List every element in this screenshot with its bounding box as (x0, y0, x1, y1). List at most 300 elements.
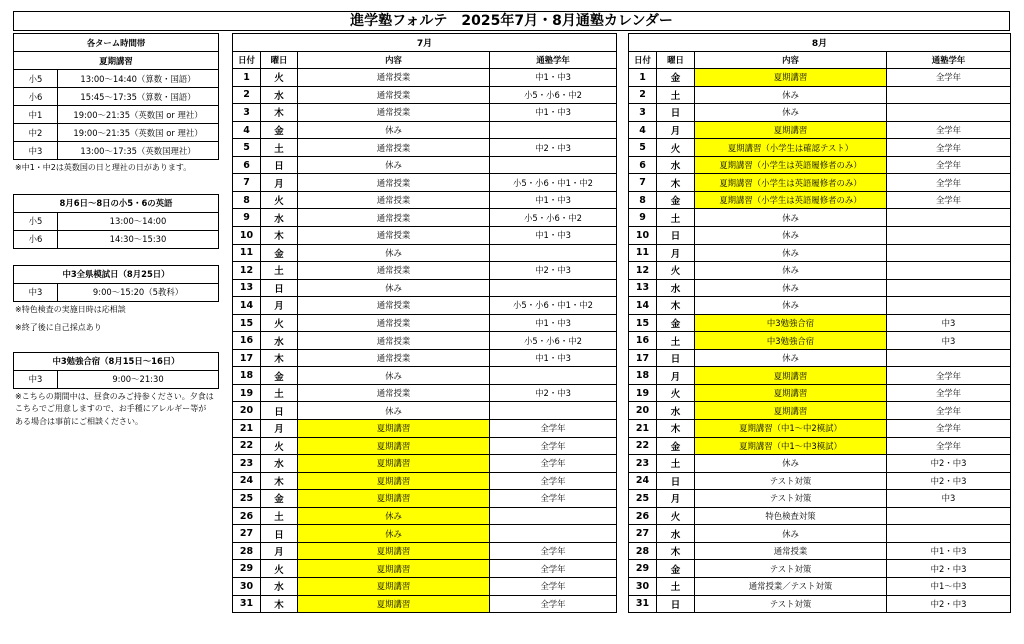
weekday-cell: 土 (657, 86, 695, 104)
term-hours-header: 各ターム時間帯 (14, 34, 219, 52)
day-cell: 17 (233, 349, 261, 367)
calendar-row (629, 314, 1011, 332)
day-cell: 11 (629, 244, 657, 262)
grade-cell (490, 402, 617, 420)
content-cell: 通常授業 (695, 542, 887, 560)
weekday-cell: 金 (261, 490, 298, 508)
content-cell: 通常授業 (298, 314, 490, 332)
grade-cell: 全学年 (887, 174, 1011, 192)
weekday-cell: 月 (261, 174, 298, 192)
day-cell: 22 (233, 437, 261, 455)
weekday-cell: 金 (657, 69, 695, 87)
day-cell: 10 (233, 227, 261, 245)
term-hours-table (13, 33, 219, 160)
day-cell: 17 (629, 349, 657, 367)
august-month-label: 8月 (629, 34, 1011, 52)
content-cell: 休み (695, 455, 887, 473)
content-cell: 休み (695, 209, 887, 227)
weekday-cell: 木 (657, 420, 695, 438)
calendar-row (629, 69, 1011, 87)
weekday-cell: 水 (657, 156, 695, 174)
content-cell: 休み (695, 227, 887, 245)
weekday-cell: 月 (261, 297, 298, 315)
content-cell: 夏期講習（小学生は英語履修者のみ） (695, 156, 887, 174)
grade-cell: 全学年 (887, 139, 1011, 157)
grade-cell: 小5・小6・中1・中2 (490, 174, 617, 192)
calendar-row (629, 507, 1011, 525)
content-cell: 休み (695, 86, 887, 104)
day-cell: 25 (629, 490, 657, 508)
grade-cell: 全学年 (490, 455, 617, 473)
col-header-content: 内容 (695, 51, 887, 69)
day-cell: 14 (233, 297, 261, 315)
calendar-row (233, 402, 617, 420)
weekday-cell: 木 (261, 104, 298, 122)
day-cell: 6 (233, 156, 261, 174)
grade-label: 中3 (14, 370, 58, 388)
day-cell: 16 (629, 332, 657, 350)
grade-cell: 中2・中3 (490, 139, 617, 157)
calendar-row (629, 437, 1011, 455)
grade-cell: 中1・中3 (490, 104, 617, 122)
grade-cell (887, 507, 1011, 525)
calendar-row (233, 490, 617, 508)
content-cell: 休み (695, 349, 887, 367)
grade-cell (887, 104, 1011, 122)
grade-cell: 中1～中3 (887, 577, 1011, 595)
content-cell: 休み (298, 156, 490, 174)
content-cell: 夏期講習（中1～中2模試） (695, 420, 887, 438)
time-value: 15:45～17:35（算数・国語） (58, 88, 219, 106)
day-cell: 16 (233, 332, 261, 350)
weekday-cell: 木 (261, 472, 298, 490)
calendar-row (629, 490, 1011, 508)
grade-cell: 中2・中3 (887, 455, 1011, 473)
content-cell: 休み (298, 402, 490, 420)
content-cell: テスト対策 (695, 595, 887, 613)
calendar-row (629, 244, 1011, 262)
grade-cell (490, 507, 617, 525)
calendar-row (233, 542, 617, 560)
calendar-row (233, 209, 617, 227)
grade-cell: 全学年 (887, 69, 1011, 87)
calendar-row (629, 86, 1011, 104)
content-cell: 夏期講習（小学生は英語履修者のみ） (695, 174, 887, 192)
weekday-cell: 土 (261, 507, 298, 525)
july-month-label: 7月 (233, 34, 617, 52)
grade-cell: 全学年 (887, 191, 1011, 209)
weekday-cell: 土 (261, 139, 298, 157)
calendar-row (233, 174, 617, 192)
col-header-day: 日付 (233, 51, 261, 69)
weekday-cell: 水 (261, 455, 298, 473)
time-value: 13:00～17:35（英数国理社） (58, 142, 219, 160)
day-cell: 13 (233, 279, 261, 297)
weekday-cell: 火 (261, 560, 298, 578)
weekday-cell: 金 (657, 560, 695, 578)
weekday-cell: 水 (657, 525, 695, 543)
content-cell: 通常授業 (298, 262, 490, 280)
content-cell: テスト対策 (695, 472, 887, 490)
content-cell: 中3勉強合宿 (695, 314, 887, 332)
grade-cell: 中2・中3 (490, 384, 617, 402)
calendar-row (233, 455, 617, 473)
content-cell: 通常授業 (298, 174, 490, 192)
day-cell: 13 (629, 279, 657, 297)
calendar-row (233, 472, 617, 490)
day-cell: 3 (233, 104, 261, 122)
content-cell: 夏期講習 (695, 367, 887, 385)
calendar-row (629, 139, 1011, 157)
grade-label: 小5 (14, 212, 58, 230)
day-cell: 20 (233, 402, 261, 420)
grade-cell: 中3 (887, 490, 1011, 508)
content-cell: 休み (695, 525, 887, 543)
day-cell: 15 (233, 314, 261, 332)
mock-note: ※終了後に自己採点あり (15, 323, 102, 332)
weekday-cell: 日 (657, 104, 695, 122)
calendar-row (629, 472, 1011, 490)
camp-table (13, 352, 219, 389)
content-cell: 通常授業 (298, 209, 490, 227)
weekday-cell: 火 (261, 69, 298, 87)
grade-cell: 小5・小6・中2 (490, 332, 617, 350)
calendar-row (233, 560, 617, 578)
content-cell: 休み (298, 279, 490, 297)
calendar-row (233, 384, 617, 402)
grade-cell: 中1・中3 (490, 191, 617, 209)
mock-exam-header: 中3全県模試日（8月25日） (14, 265, 219, 283)
content-cell: 休み (695, 297, 887, 315)
grade-cell: 全学年 (887, 402, 1011, 420)
weekday-cell: 土 (657, 209, 695, 227)
calendar-row (629, 332, 1011, 350)
weekday-cell: 土 (261, 384, 298, 402)
day-cell: 28 (629, 542, 657, 560)
camp-note: こちらでご用意しますので、お手種にアレルギー等が (15, 404, 207, 413)
calendar-row (629, 104, 1011, 122)
english-header: 8月6日～8日の小5・6の英語 (14, 194, 219, 212)
content-cell: 夏期講習 (298, 595, 490, 613)
august-calendar-table (628, 33, 1011, 613)
calendar-row (629, 560, 1011, 578)
day-cell: 14 (629, 297, 657, 315)
day-cell: 19 (629, 384, 657, 402)
col-header-grade: 通塾学年 (887, 51, 1011, 69)
weekday-cell: 火 (261, 437, 298, 455)
calendar-row (629, 262, 1011, 280)
time-value: 9:00～21:30 (58, 370, 219, 388)
content-cell: 夏期講習 (695, 384, 887, 402)
day-cell: 1 (629, 69, 657, 87)
content-cell: 通常授業 (298, 227, 490, 245)
col-header-grade: 通塾学年 (490, 51, 617, 69)
weekday-cell: 日 (657, 349, 695, 367)
grade-cell: 中1・中3 (490, 227, 617, 245)
day-cell: 4 (629, 121, 657, 139)
calendar-row (233, 139, 617, 157)
weekday-cell: 木 (261, 227, 298, 245)
calendar-row (233, 86, 617, 104)
weekday-cell: 火 (657, 507, 695, 525)
content-cell: 夏期講習 (695, 69, 887, 87)
day-cell: 27 (233, 525, 261, 543)
time-value: 14:30～15:30 (58, 230, 219, 248)
grade-cell (490, 525, 617, 543)
grade-cell: 全学年 (887, 156, 1011, 174)
grade-cell: 全学年 (490, 490, 617, 508)
day-cell: 11 (233, 244, 261, 262)
day-cell: 9 (233, 209, 261, 227)
content-cell: 夏期講習 (298, 577, 490, 595)
weekday-cell: 月 (261, 542, 298, 560)
grade-cell: 全学年 (887, 121, 1011, 139)
weekday-cell: 火 (657, 384, 695, 402)
day-cell: 6 (629, 156, 657, 174)
content-cell: 休み (298, 244, 490, 262)
grade-cell: 中2・中3 (887, 595, 1011, 613)
calendar-row (629, 577, 1011, 595)
grade-cell (887, 525, 1011, 543)
day-cell: 5 (233, 139, 261, 157)
mock-note: ※特色検査の実施日時は応相談 (15, 304, 126, 314)
weekday-cell: 木 (261, 595, 298, 613)
day-cell: 12 (233, 262, 261, 280)
grade-cell: 中1・中3 (490, 314, 617, 332)
day-cell: 18 (233, 367, 261, 385)
content-cell: 通常授業 (298, 86, 490, 104)
day-cell: 15 (629, 314, 657, 332)
time-value: 9:00～15:20（5教科） (58, 283, 219, 301)
weekday-cell: 火 (261, 314, 298, 332)
day-cell: 3 (629, 104, 657, 122)
weekday-cell: 月 (657, 490, 695, 508)
weekday-cell: 日 (261, 156, 298, 174)
grade-cell: 全学年 (490, 420, 617, 438)
grade-cell: 全学年 (887, 437, 1011, 455)
calendar-row (233, 577, 617, 595)
content-cell: 夏期講習（小学生は確認テスト） (695, 139, 887, 157)
content-cell: 休み (298, 367, 490, 385)
calendar-row (629, 279, 1011, 297)
grade-cell (887, 209, 1011, 227)
calendar-row (233, 191, 617, 209)
weekday-cell: 水 (261, 86, 298, 104)
calendar-row (629, 402, 1011, 420)
grade-label: 中3 (14, 142, 58, 160)
calendar-row (233, 437, 617, 455)
camp-note: ※こちらの期間中は、昼食のみご持参ください。夕食は (15, 391, 214, 401)
time-value: 13:00～14:00 (58, 212, 219, 230)
content-cell: 夏期講習 (298, 420, 490, 438)
grade-cell: 全学年 (887, 420, 1011, 438)
day-cell: 28 (233, 542, 261, 560)
grade-cell: 全学年 (490, 437, 617, 455)
col-header-weekday: 曜日 (261, 51, 298, 69)
grade-cell: 小5・小6・中2 (490, 209, 617, 227)
calendar-row (233, 507, 617, 525)
content-cell: 通常授業 (298, 332, 490, 350)
content-cell: 通常授業／テスト対策 (695, 577, 887, 595)
grade-cell: 全学年 (490, 560, 617, 578)
content-cell: 夏期講習 (298, 542, 490, 560)
calendar-row (629, 542, 1011, 560)
content-cell: 夏期講習 (298, 560, 490, 578)
content-cell: 夏期講習 (298, 472, 490, 490)
day-cell: 24 (233, 472, 261, 490)
weekday-cell: 火 (657, 262, 695, 280)
time-value: 13:00～14:40（算数・国語） (58, 70, 219, 88)
content-cell: 夏期講習 (298, 455, 490, 473)
content-cell: 夏期講習 (695, 402, 887, 420)
weekday-cell: 金 (657, 314, 695, 332)
info-panel (13, 33, 219, 428)
grade-cell: 中2・中3 (887, 560, 1011, 578)
content-cell: テスト対策 (695, 490, 887, 508)
day-cell: 27 (629, 525, 657, 543)
grade-cell: 中3 (887, 332, 1011, 350)
calendar-row (233, 332, 617, 350)
grade-cell: 小5・小6・中1・中2 (490, 297, 617, 315)
calendar-row (233, 279, 617, 297)
content-cell: 休み (695, 279, 887, 297)
weekday-cell: 日 (657, 227, 695, 245)
content-cell: 休み (695, 104, 887, 122)
day-cell: 10 (629, 227, 657, 245)
calendar-row (629, 525, 1011, 543)
day-cell: 8 (233, 191, 261, 209)
content-cell: 休み (695, 244, 887, 262)
calendar-row (233, 104, 617, 122)
calendar-row (233, 420, 617, 438)
col-header-content: 内容 (298, 51, 490, 69)
day-cell: 19 (233, 384, 261, 402)
grade-cell: 小5・小6・中2 (490, 86, 617, 104)
grade-cell (887, 297, 1011, 315)
grade-cell (887, 349, 1011, 367)
grade-cell: 全学年 (490, 542, 617, 560)
content-cell: 通常授業 (298, 384, 490, 402)
grade-cell: 中1・中3 (490, 69, 617, 87)
calendar-row (629, 455, 1011, 473)
term-hours-note: ※中1・中2は英数国の日と理社の日があります。 (15, 163, 192, 172)
calendar-row (629, 209, 1011, 227)
weekday-cell: 水 (261, 577, 298, 595)
col-header-day: 日付 (629, 51, 657, 69)
grade-cell (887, 262, 1011, 280)
content-cell: 夏期講習（中1～中3模試） (695, 437, 887, 455)
weekday-cell: 金 (657, 437, 695, 455)
calendar-row (629, 420, 1011, 438)
grade-cell (490, 156, 617, 174)
calendar-row (233, 297, 617, 315)
term-hours-subheader: 夏期講習 (14, 52, 219, 70)
grade-cell: 全学年 (490, 577, 617, 595)
content-cell: テスト対策 (695, 560, 887, 578)
calendar-row (629, 595, 1011, 613)
calendar-row (629, 121, 1011, 139)
calendar-row (629, 156, 1011, 174)
time-value: 19:00～21:35（英数国 or 理社） (58, 106, 219, 124)
day-cell: 7 (629, 174, 657, 192)
weekday-cell: 土 (657, 577, 695, 595)
calendar-row (233, 262, 617, 280)
day-cell: 25 (233, 490, 261, 508)
grade-label: 中3 (14, 283, 58, 301)
time-value: 19:00～21:35（英数国 or 理社） (58, 124, 219, 142)
grade-cell (887, 227, 1011, 245)
day-cell: 23 (629, 455, 657, 473)
weekday-cell: 金 (657, 191, 695, 209)
grade-cell: 中1・中3 (490, 349, 617, 367)
grade-cell (490, 244, 617, 262)
weekday-cell: 月 (657, 244, 695, 262)
content-cell: 通常授業 (298, 191, 490, 209)
grade-label: 小6 (14, 88, 58, 106)
grade-cell: 全学年 (490, 472, 617, 490)
calendar-row (629, 297, 1011, 315)
grade-cell (887, 279, 1011, 297)
calendar-row (233, 525, 617, 543)
weekday-cell: 水 (261, 332, 298, 350)
grade-cell: 中3 (887, 314, 1011, 332)
calendar-row (629, 191, 1011, 209)
day-cell: 31 (233, 595, 261, 613)
camp-notes (15, 391, 219, 429)
grade-cell (490, 121, 617, 139)
content-cell: 中3勉強合宿 (695, 332, 887, 350)
grade-label: 中1 (14, 106, 58, 124)
calendar-row (233, 349, 617, 367)
weekday-cell: 火 (261, 191, 298, 209)
weekday-cell: 水 (657, 279, 695, 297)
content-cell: 通常授業 (298, 349, 490, 367)
july-calendar-table (232, 33, 617, 613)
day-cell: 18 (629, 367, 657, 385)
grade-cell: 中2・中3 (887, 472, 1011, 490)
calendar-row (629, 174, 1011, 192)
weekday-cell: 日 (261, 402, 298, 420)
calendar-row (233, 227, 617, 245)
content-cell: 特色検査対策 (695, 507, 887, 525)
grade-label: 小5 (14, 70, 58, 88)
day-cell: 2 (233, 86, 261, 104)
weekday-cell: 火 (657, 139, 695, 157)
weekday-cell: 木 (657, 297, 695, 315)
calendar-row (233, 314, 617, 332)
weekday-cell: 土 (657, 332, 695, 350)
weekday-cell: 日 (657, 472, 695, 490)
grade-cell (490, 367, 617, 385)
content-cell: 夏期講習（小学生は英語履修者のみ） (695, 191, 887, 209)
weekday-cell: 木 (261, 349, 298, 367)
weekday-cell: 土 (657, 455, 695, 473)
day-cell: 4 (233, 121, 261, 139)
grade-cell (490, 279, 617, 297)
calendar-row (629, 349, 1011, 367)
content-cell: 通常授業 (298, 69, 490, 87)
calendar-row (233, 244, 617, 262)
weekday-cell: 木 (657, 542, 695, 560)
grade-cell (887, 86, 1011, 104)
camp-header: 中3勉強合宿（8月15日～16日） (14, 352, 219, 370)
col-header-weekday: 曜日 (657, 51, 695, 69)
weekday-cell: 日 (261, 279, 298, 297)
mock-exam-notes (15, 304, 219, 335)
day-cell: 9 (629, 209, 657, 227)
day-cell: 31 (629, 595, 657, 613)
page-title: 進学塾フォルテ 2025年7月・8月通塾カレンダー (13, 11, 1010, 31)
